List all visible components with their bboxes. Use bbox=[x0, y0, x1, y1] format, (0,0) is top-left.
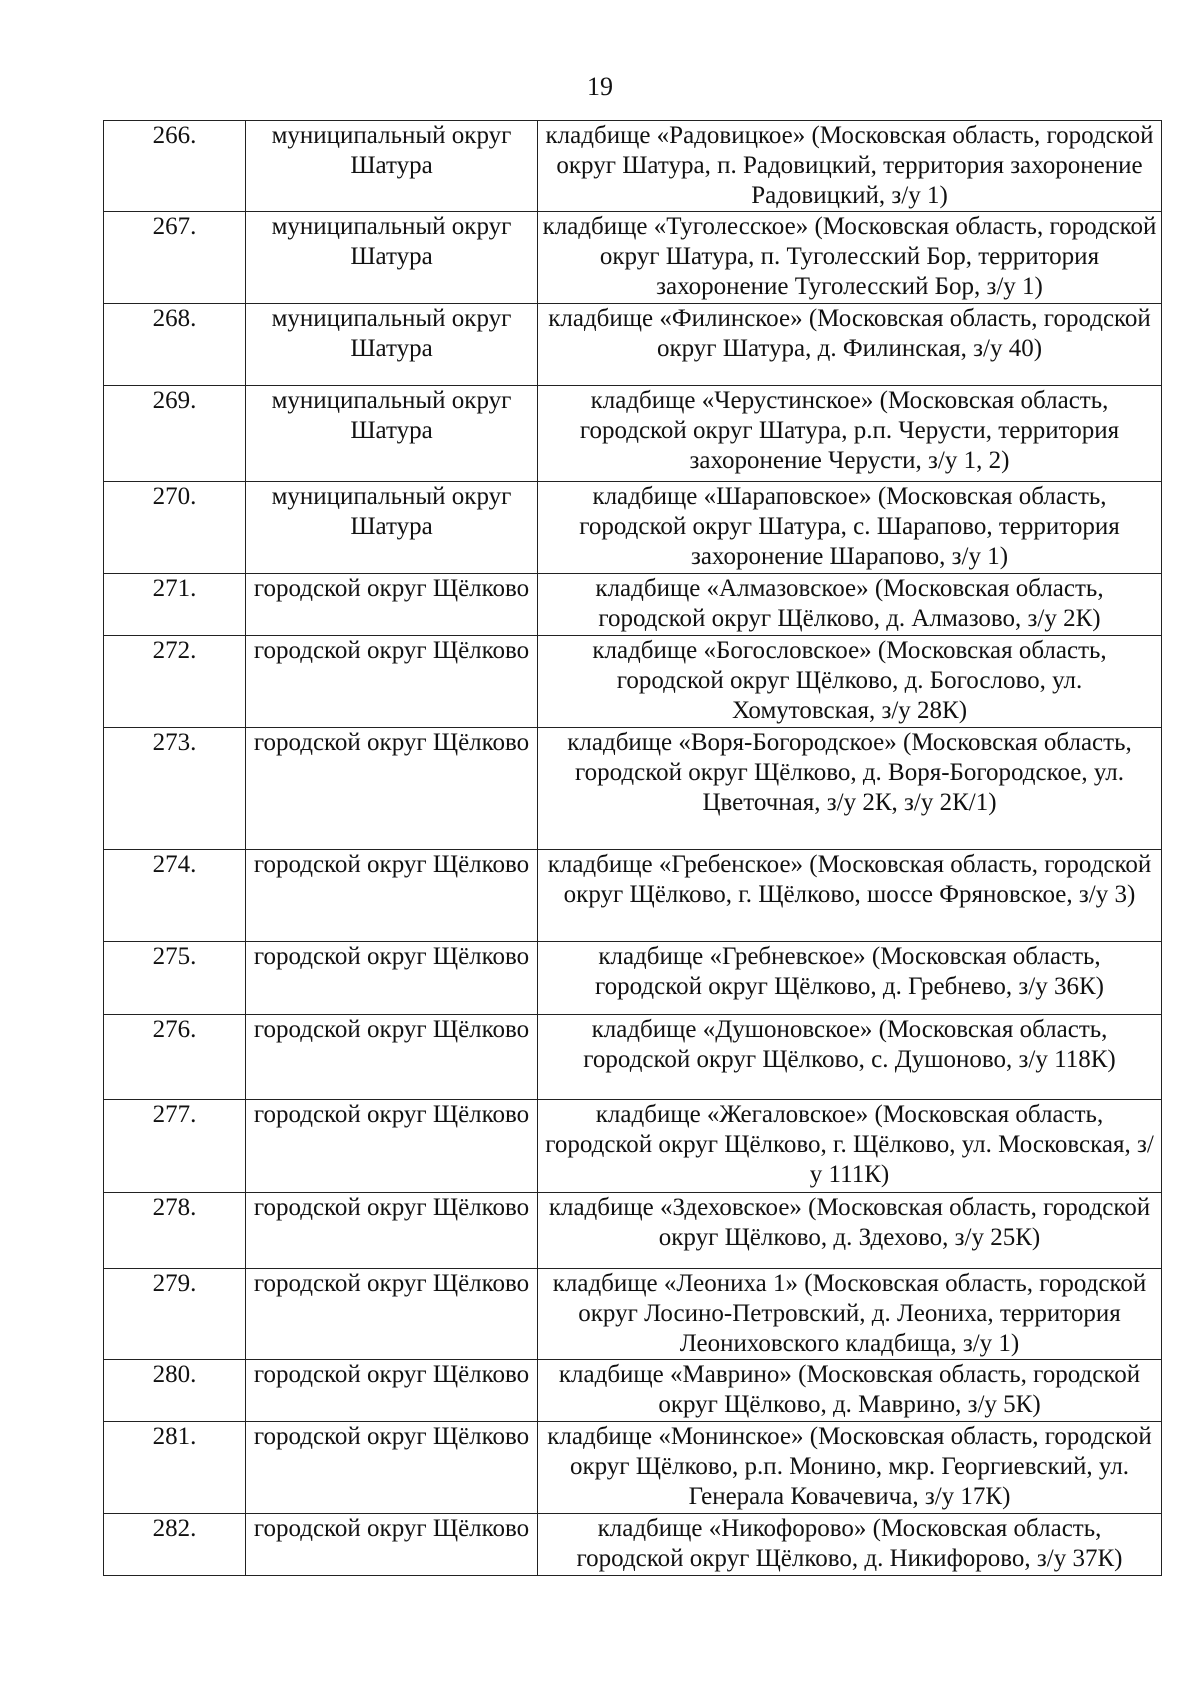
row-number: 270. bbox=[104, 482, 246, 574]
row-number: 278. bbox=[104, 1193, 246, 1269]
table-row bbox=[104, 1360, 1162, 1422]
row-number: 271. bbox=[104, 574, 246, 636]
page-number: 19 bbox=[587, 72, 613, 101]
table-row bbox=[104, 1422, 1162, 1514]
cemetery-cell: кладбище «Монинское» (Московская область, городской округ Щёлково, р.п. Монино, мкр. Георгиевский, ул. Генерала Ковачевича, з/у 17К) bbox=[538, 1422, 1162, 1514]
cemetery-table bbox=[103, 120, 1162, 1576]
table-row bbox=[104, 121, 1162, 212]
table-row bbox=[104, 728, 1162, 850]
cemetery-cell: кладбище «Гребневское» (Московская область, городской округ Щёлково, д. Гребнево, з/у 36К) bbox=[538, 942, 1162, 1015]
row-number: 279. bbox=[104, 1269, 246, 1360]
district-cell: муниципальный округ Шатура bbox=[246, 212, 538, 304]
cemetery-cell: кладбище «Здеховское» (Московская область, городской округ Щёлково, д. Здехово, з/у 25К) bbox=[538, 1193, 1162, 1269]
cemetery-cell: кладбище «Шараповское» (Московская область, городской округ Шатура, с. Шарапово, территория захоронение Шарапово, з/у 1) bbox=[538, 482, 1162, 574]
district-cell: городской округ Щёлково bbox=[246, 1360, 538, 1422]
row-number: 274. bbox=[104, 850, 246, 942]
cemetery-cell: кладбище «Леониха 1» (Московская область, городской округ Лосино-Петровский, д. Леониха, территория Леониховского кладбища, з/у 1) bbox=[538, 1269, 1162, 1360]
table-row bbox=[104, 850, 1162, 942]
district-cell: городской округ Щёлково bbox=[246, 1422, 538, 1514]
district-cell: городской округ Щёлково bbox=[246, 728, 538, 850]
cemetery-cell: кладбище «Черустинское» (Московская область, городской округ Шатура, р.п. Черусти, территория захоронение Черусти, з/у 1, 2) bbox=[538, 386, 1162, 482]
district-cell: муниципальный округ Шатура bbox=[246, 304, 538, 386]
district-cell: городской округ Щёлково bbox=[246, 1193, 538, 1269]
cemetery-cell: кладбище «Богословское» (Московская область, городской округ Щёлково, д. Богослово, ул. Хомутовская, з/у 28К) bbox=[538, 636, 1162, 728]
cemetery-cell: кладбище «Никофорово» (Московская область, городской округ Щёлково, д. Никифорово, з/у 37К) bbox=[538, 1514, 1162, 1576]
district-cell: городской округ Щёлково bbox=[246, 850, 538, 942]
table-row bbox=[104, 1100, 1162, 1193]
district-cell: городской округ Щёлково bbox=[246, 1514, 538, 1576]
district-cell: городской округ Щёлково bbox=[246, 574, 538, 636]
table-row bbox=[104, 636, 1162, 728]
table-row bbox=[104, 1015, 1162, 1100]
row-number: 272. bbox=[104, 636, 246, 728]
cemetery-cell: кладбище «Алмазовское» (Московская область, городской округ Щёлково, д. Алмазово, з/у 2К) bbox=[538, 574, 1162, 636]
cemetery-cell: кладбище «Воря-Богородское» (Московская область, городской округ Щёлково, д. Воря-Богородское, ул. Цветочная, з/у 2К, з/у 2К/1) bbox=[538, 728, 1162, 850]
row-number: 275. bbox=[104, 942, 246, 1015]
cemetery-cell: кладбище «Маврино» (Московская область, городской округ Щёлково, д. Маврино, з/у 5К) bbox=[538, 1360, 1162, 1422]
row-number: 282. bbox=[104, 1514, 246, 1576]
cemetery-cell: кладбище «Гребенское» (Московская область, городской округ Щёлково, г. Щёлково, шоссе Фряновское, з/у 3) bbox=[538, 850, 1162, 942]
row-number: 268. bbox=[104, 304, 246, 386]
row-number: 273. bbox=[104, 728, 246, 850]
cemetery-cell: кладбище «Туголесское» (Московская область, городской округ Шатура, п. Туголесский Бор, территория захоронение Туголесский Бор, з/у 1) bbox=[538, 212, 1162, 304]
district-cell: городской округ Щёлково bbox=[246, 1100, 538, 1193]
district-cell: муниципальный округ Шатура bbox=[246, 121, 538, 212]
table-row bbox=[104, 1269, 1162, 1360]
cemetery-cell: кладбище «Душоновское» (Московская область, городской округ Щёлково, с. Душоново, з/у 118К) bbox=[538, 1015, 1162, 1100]
row-number: 266. bbox=[104, 121, 246, 212]
district-cell: городской округ Щёлково bbox=[246, 1015, 538, 1100]
table-row bbox=[104, 574, 1162, 636]
table-row bbox=[104, 212, 1162, 304]
table-row bbox=[104, 942, 1162, 1015]
cemetery-cell: кладбище «Филинское» (Московская область, городской округ Шатура, д. Филинская, з/у 40) bbox=[538, 304, 1162, 386]
district-cell: муниципальный округ Шатура bbox=[246, 386, 538, 482]
table-row bbox=[104, 482, 1162, 574]
row-number: 276. bbox=[104, 1015, 246, 1100]
district-cell: городской округ Щёлково bbox=[246, 1269, 538, 1360]
table-row bbox=[104, 1514, 1162, 1576]
row-number: 277. bbox=[104, 1100, 246, 1193]
cemetery-cell: кладбище «Жегаловское» (Московская область, городской округ Щёлково, г. Щёлково, ул. Московская, з/у 111К) bbox=[538, 1100, 1162, 1193]
row-number: 281. bbox=[104, 1422, 246, 1514]
district-cell: муниципальный округ Шатура bbox=[246, 482, 538, 574]
row-number: 267. bbox=[104, 212, 246, 304]
table-row bbox=[104, 1193, 1162, 1269]
table-row bbox=[104, 304, 1162, 386]
row-number: 269. bbox=[104, 386, 246, 482]
row-number: 280. bbox=[104, 1360, 246, 1422]
district-cell: городской округ Щёлково bbox=[246, 942, 538, 1015]
table-row bbox=[104, 386, 1162, 482]
district-cell: городской округ Щёлково bbox=[246, 636, 538, 728]
cemetery-cell: кладбище «Радовицкое» (Московская область, городской округ Шатура, п. Радовицкий, территория захоронение Радовицкий, з/у 1) bbox=[538, 121, 1162, 212]
